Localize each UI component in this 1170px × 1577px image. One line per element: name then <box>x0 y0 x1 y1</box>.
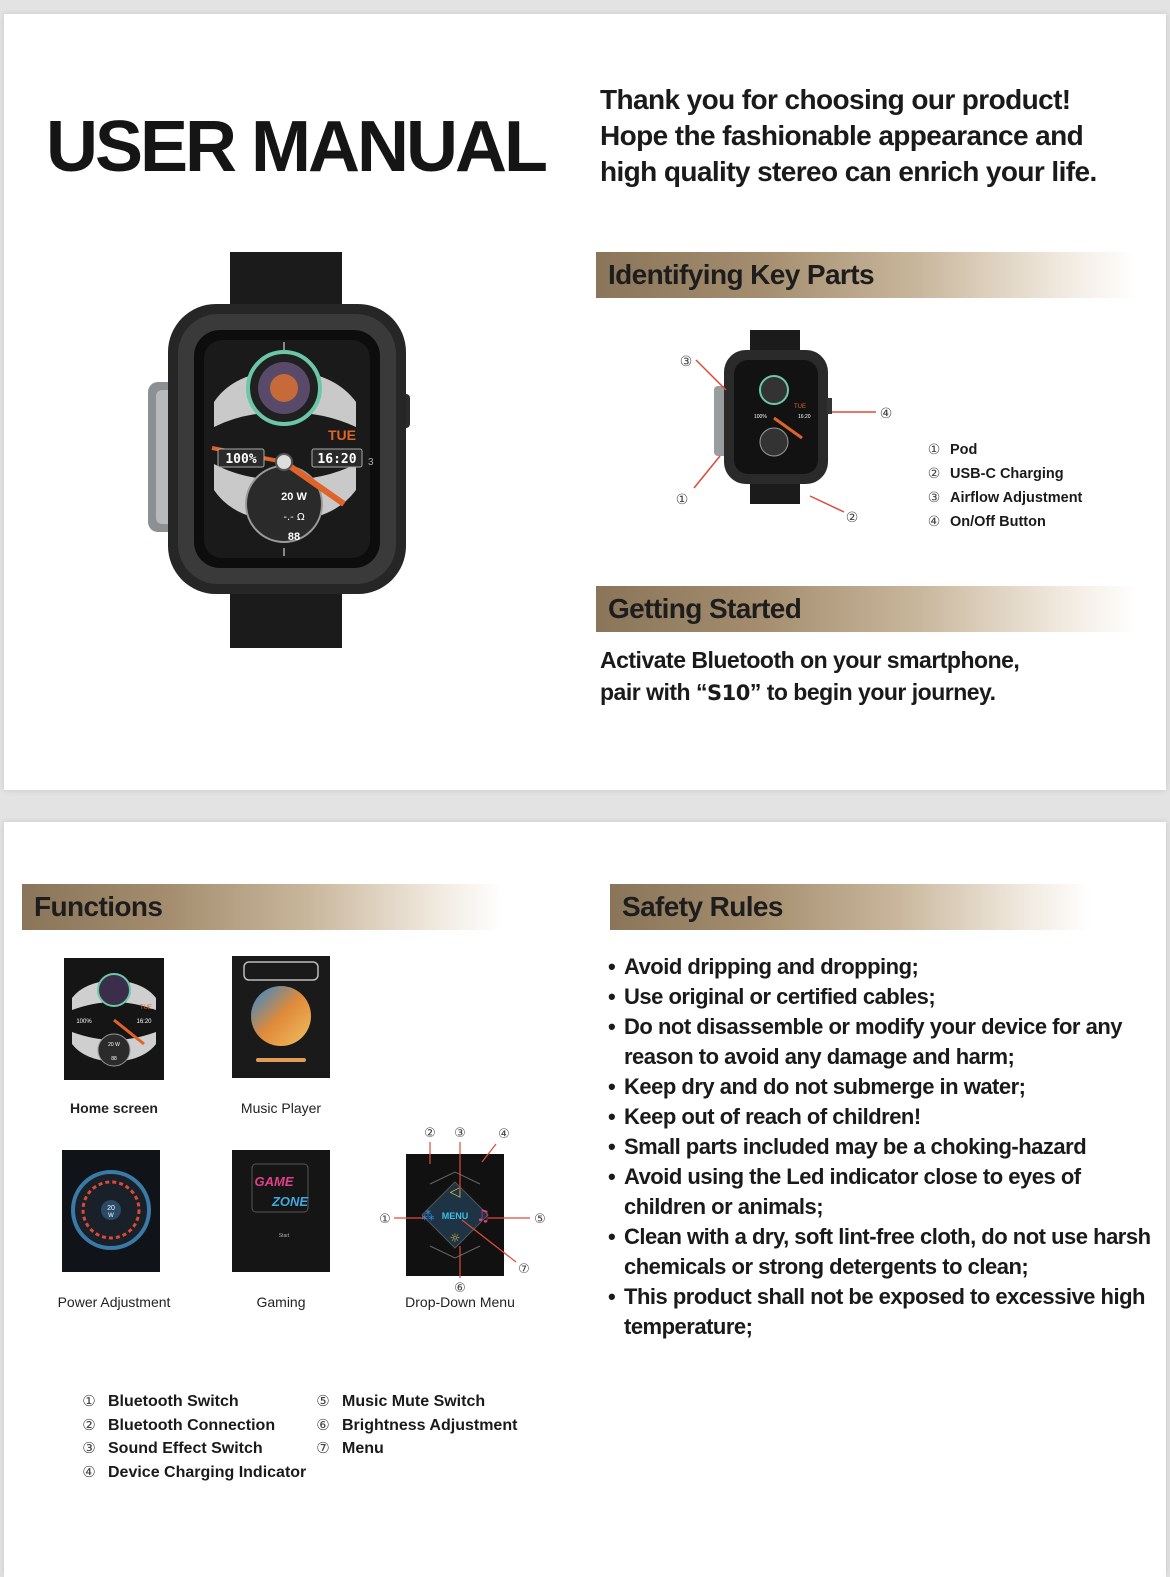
menu-legend-right <box>314 1390 517 1461</box>
gaming-thumb <box>232 1150 330 1272</box>
brightness-icon: ☼ <box>449 1231 461 1245</box>
menu-callout-2: ② <box>424 1126 436 1141</box>
list-item: • Avoid dripping and dropping; <box>608 954 919 979</box>
list-item: ③ Sound Effect Switch <box>82 1439 263 1457</box>
menu-callout-7: ⑦ <box>518 1262 530 1277</box>
list-item: ① Pod <box>927 442 978 458</box>
intro-text <box>600 82 1160 190</box>
thumb-battery: 100% <box>76 1019 92 1025</box>
key-parts-heading: Identifying Key Parts <box>608 259 874 290</box>
power-adjustment-label: Power Adjustment <box>57 1294 171 1310</box>
list-item: ④ On/Off Button <box>927 514 1046 530</box>
device-illustration <box>144 252 424 648</box>
list-item: ⑥ Brightness Adjustment <box>316 1415 518 1434</box>
thumb-day: TUE <box>140 1005 152 1011</box>
key-parts-diagram <box>664 330 904 526</box>
getting-started-text: Activate Bluetooth on your smartphone, pair with “S10” to begin your journey. <box>600 647 1020 705</box>
mini-battery: 100% <box>754 414 767 420</box>
dial-number: 3 <box>368 457 374 468</box>
battery-readout: 100% <box>225 452 257 467</box>
list-item: ⑦ Menu <box>316 1439 384 1457</box>
game-title-2: ZONE <box>271 1194 309 1209</box>
power-adjustment-thumb <box>62 1150 160 1272</box>
page-title: USER MANUAL <box>46 107 545 187</box>
mini-day: TUE <box>794 404 806 410</box>
power-readout: 20 W <box>281 491 307 503</box>
list-item: ① Bluetooth Switch <box>82 1392 239 1410</box>
getting-started-heading: Getting Started <box>608 593 802 624</box>
list-item: ② Bluetooth Connection <box>82 1415 276 1434</box>
callout-1: ① <box>675 492 689 508</box>
home-screen-label: Home screen <box>70 1100 158 1116</box>
puff-readout: 88 <box>287 531 301 543</box>
list-item: • Keep out of reach of children! <box>608 1104 921 1129</box>
list-item: ⑤ Music Mute Switch <box>316 1392 486 1410</box>
mini-time: 16:20 <box>798 414 811 420</box>
callout-4: ④ <box>879 406 893 422</box>
device-name: S10 <box>706 681 750 705</box>
thumb-time: 16:20 <box>136 1019 152 1025</box>
menu-callout-3: ③ <box>454 1126 466 1141</box>
safety-heading: Safety Rules <box>622 891 783 922</box>
day-readout: TUE <box>328 427 356 443</box>
gaming-label: Gaming <box>256 1294 306 1310</box>
safety-rules-list <box>608 952 1158 1342</box>
list-item: ③ Airflow Adjustment <box>927 490 1083 506</box>
resistance-readout: -.- Ω <box>283 512 305 523</box>
music-player-thumb <box>232 956 330 1078</box>
sound-icon: ◁ <box>449 1184 461 1200</box>
functions-heading: Functions <box>34 891 163 922</box>
drop-down-menu-diagram <box>370 1112 554 1296</box>
thumb-power: 20 W <box>108 1042 120 1048</box>
list-item: • Small parts included may be a choking-hazard <box>608 1134 1087 1159</box>
thumb-puffs: 88 <box>111 1056 117 1062</box>
getting-started-heading-bar <box>596 586 1136 632</box>
drop-down-menu-label: Drop-Down Menu <box>405 1294 515 1310</box>
music-note-icon: ♫ <box>475 1206 491 1225</box>
intro-line: high quality stereo can enrich your life. <box>600 156 1097 187</box>
callout-2: ② <box>845 510 859 526</box>
key-parts-heading-bar <box>596 252 1136 298</box>
list-item: ④ Device Charging Indicator <box>82 1462 307 1481</box>
power-value: 20 <box>107 1205 115 1212</box>
menu-text: MENU <box>441 1211 469 1221</box>
key-parts-list <box>926 438 1082 534</box>
time-readout: 16:20 <box>317 452 357 467</box>
game-title-1: GAME <box>254 1174 294 1189</box>
home-screen-thumb <box>64 958 164 1080</box>
game-start: Start <box>278 1233 290 1239</box>
menu-callout-4: ④ <box>498 1127 510 1142</box>
menu-callout-5: ⑤ <box>534 1212 546 1227</box>
manual-page-2 <box>4 822 1166 1577</box>
menu-callout-1: ① <box>379 1212 391 1227</box>
callout-3: ③ <box>679 354 693 370</box>
list-item: • Do not disassemble or modify your device for any reason to avoid any damage and harm; <box>608 1014 1123 1069</box>
power-unit: W <box>108 1213 114 1219</box>
list-item: • Clean with a dry, soft lint-free cloth, do not use harsh chemicals or strong detergents to clean; <box>608 1224 1151 1279</box>
bluetooth-icon: ⁂ <box>421 1209 435 1224</box>
safety-heading-bar <box>610 884 1090 930</box>
list-item: • Avoid using the Led indicator close to eyes of children or animals; <box>608 1164 1081 1219</box>
list-item: • Keep dry and do not submerge in water; <box>608 1074 1026 1099</box>
intro-line: Thank you for choosing our product! <box>600 84 1071 115</box>
manual-page-1 <box>4 14 1166 790</box>
menu-legend-left <box>80 1390 306 1484</box>
menu-callout-6: ⑥ <box>454 1281 466 1296</box>
list-item: ② USB-C Charging <box>927 466 1064 482</box>
list-item: • This product shall not be exposed to excessive high temperature; <box>608 1284 1145 1339</box>
intro-line: Hope the fashionable appearance and <box>600 120 1084 151</box>
functions-heading-bar <box>22 884 502 930</box>
music-player-label: Music Player <box>240 1100 322 1116</box>
list-item: • Use original or certified cables; <box>608 984 936 1009</box>
